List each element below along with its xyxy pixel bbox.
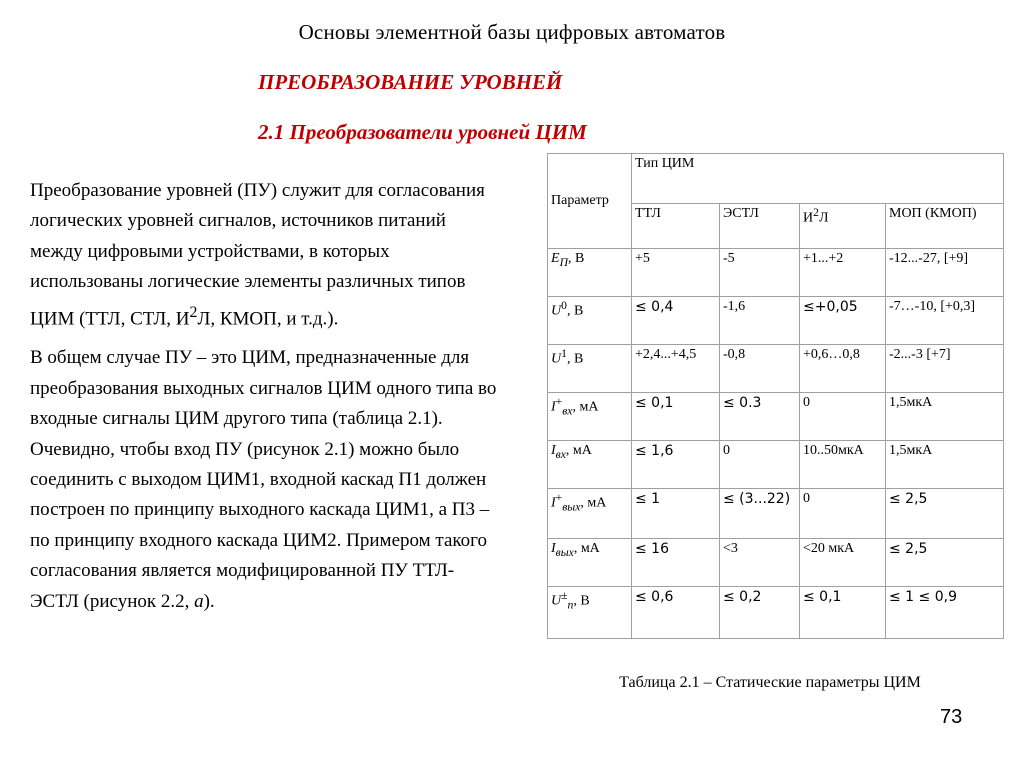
col-mop: МОП (КМОП) [886, 204, 1004, 249]
value-cell: -0,8 [720, 345, 800, 393]
value-cell: ≤ 16 [632, 539, 720, 587]
table-caption: Таблица 2.1 – Статические параметры ЦИМ [619, 674, 921, 691]
value-cell: ≤ 0,1 [632, 393, 720, 441]
value-cell: -1,6 [720, 297, 800, 345]
param-cell: $U^1$, В [548, 345, 632, 393]
course-header: Основы элементной базы цифровых автоматов [298, 20, 726, 44]
table-row [548, 441, 1004, 489]
page-number: 73 [940, 706, 963, 728]
body-text [30, 176, 500, 617]
param-cell: $U^0$, В [548, 297, 632, 345]
value-cell: -5 [720, 249, 800, 297]
param-header: Параметр [548, 154, 632, 249]
type-header: Тип ЦИМ [632, 154, 1004, 204]
table-row [548, 249, 1004, 297]
value-cell: 0 [800, 393, 886, 441]
paragraph-2: В общем случае ПУ – это ЦИМ, предназначенные для преобразования выходных сигналов ЦИМ одного типа во входные сигналы ЦИМ другого типа (таблица 2.1). Очевидно, чтобы вход ПУ (рисунок 2.1) можно было соединить с выходом ЦИМ1, входной каскад П1 должен построен по принципу выходного каскада ЦИМ1, а П3 – по принципу входного каскада ЦИМ2. Примером такого согласования является модифицированной ПУ ТТЛ-ЭСТЛ (рисунок 2.2, а). [30, 347, 497, 612]
value-cell: ≤ (3...22) [720, 489, 800, 539]
param-cell: $I_{вых}$, мА [548, 539, 632, 587]
value-cell: 10..50мкА [800, 441, 886, 489]
value-cell: ≤ 0.3 [720, 393, 800, 441]
value-cell: ≤ 2,5 [886, 539, 1004, 587]
value-cell: +0,6…0,8 [800, 345, 886, 393]
value-cell: +5 [632, 249, 720, 297]
param-cell: $I^+_{вых}$, мА [548, 489, 632, 539]
value-cell: ≤ 1,6 [632, 441, 720, 489]
value-cell: +2,4...+4,5 [632, 345, 720, 393]
parameters-table [547, 153, 1004, 639]
param-cell: $I^+_{вх}$, мА [548, 393, 632, 441]
value-cell: ≤ 1 [632, 489, 720, 539]
value-cell: 1,5мкА [886, 393, 1004, 441]
table-row [548, 539, 1004, 587]
value-cell: ≤+0,05 [800, 297, 886, 345]
value-cell: ≤ 0,1 [800, 587, 886, 639]
param-cell: $E_П$, В [548, 249, 632, 297]
value-cell: -2...-3 [+7] [886, 345, 1004, 393]
value-cell: <3 [720, 539, 800, 587]
value-cell: 1,5мкА [886, 441, 1004, 489]
param-cell: $U^\pm_п$, В [548, 587, 632, 639]
table-row [548, 345, 1004, 393]
value-cell: <20 мкА [800, 539, 886, 587]
table-row [548, 297, 1004, 345]
table-row [548, 587, 1004, 639]
param-cell: $I_{вх}$, мА [548, 441, 632, 489]
paragraph-1: Преобразование уровней (ПУ) служит для согласования логических уровней сигналов, источников питаний между цифровыми устройствами, в которых использованы логические элементы различных типов ЦИМ (ТТЛ, СТЛ, $И^2Л$, КМОП, и т.д.). [30, 180, 485, 329]
value-cell: +1...+2 [800, 249, 886, 297]
section-title: ПРЕОБРАЗОВАНИЕ УРОВНЕЙ [258, 70, 563, 94]
value-cell: ≤ 1 ≤ 0,9 [886, 587, 1004, 639]
col-ttl: ТТЛ [632, 204, 720, 249]
table-row [548, 489, 1004, 539]
value-cell: ≤ 0,2 [720, 587, 800, 639]
value-cell: ≤ 2,5 [886, 489, 1004, 539]
value-cell: 0 [800, 489, 886, 539]
value-cell: 0 [720, 441, 800, 489]
section-subtitle: 2.1 Преобразователи уровней ЦИМ [258, 120, 587, 144]
value-cell: ≤ 0,6 [632, 587, 720, 639]
value-cell: -12...-27, [+9] [886, 249, 1004, 297]
value-cell: ≤ 0,4 [632, 297, 720, 345]
value-cell: -7…-10, [+0,3] [886, 297, 1004, 345]
col-estl: ЭСТЛ [720, 204, 800, 249]
table-row [548, 393, 1004, 441]
col-i2l: $И^2Л$ [800, 204, 886, 249]
